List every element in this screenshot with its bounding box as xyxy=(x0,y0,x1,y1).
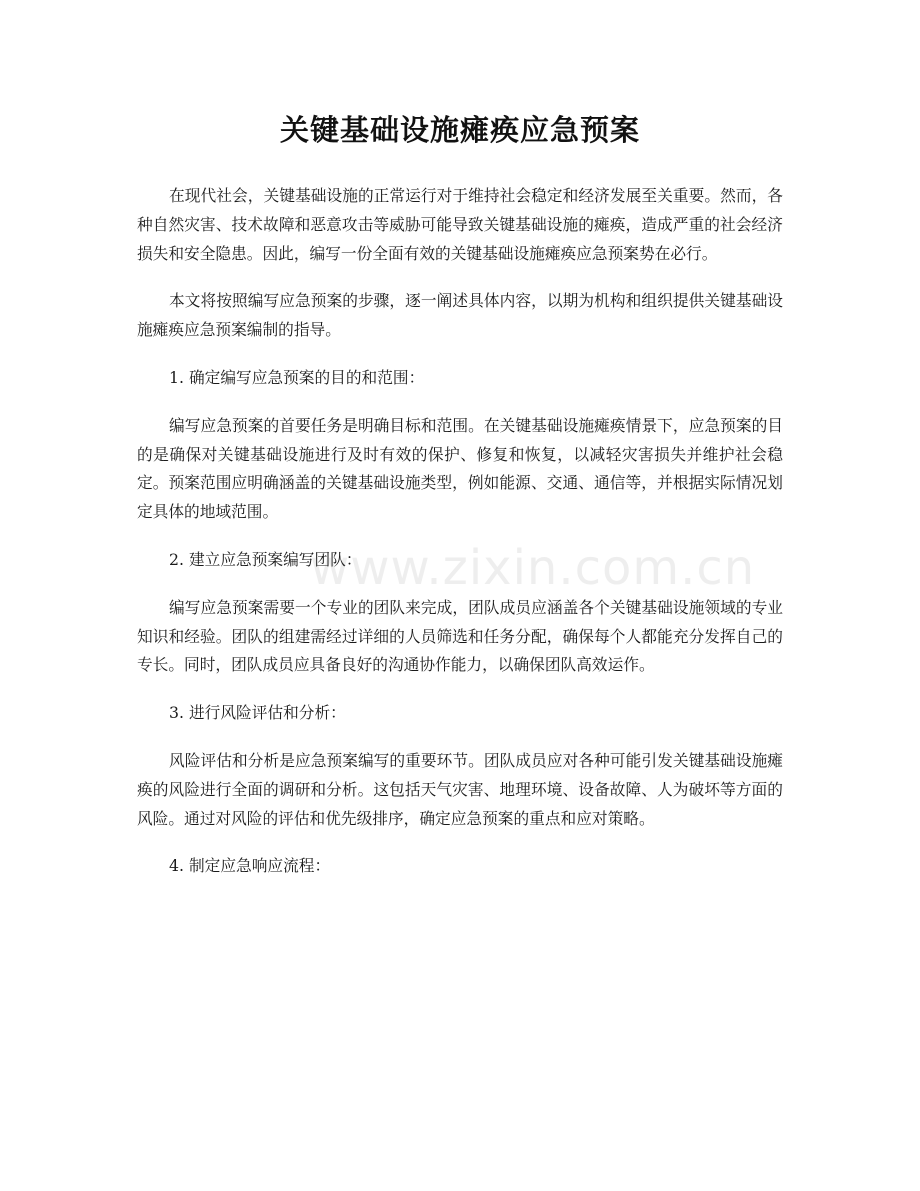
watermark-text: www.zixin.com.cn xyxy=(310,540,756,596)
section-heading-1: 1. 确定编写应急预案的目的和范围： xyxy=(169,367,425,387)
document-body xyxy=(137,182,783,881)
paragraph-intro: 在现代社会，关键基础设施的正常运行对于维持社会稳定和经济发展至关重要。然而，各种自然灾害、技术故障和恶意攻击等威胁可能导致关键基础设施的瘫痪，造成严重的社会经济损失和安全隐患。因此，编写一份全面有效的关键基础设施瘫痪应急预案势在必行。 xyxy=(137,186,783,263)
paragraph-section-2: 编写应急预案需要一个专业的团队来完成，团队成员应涵盖各个关键基础设施领域的专业知识和经验。团队的组建需经过详细的人员筛选和任务分配，确保每个人都能充分发挥自己的专长。同时，团队成员应具备良好的沟通协作能力，以确保团队高效运作。 xyxy=(137,597,783,675)
paragraph-section-3: 风险评估和分析是应急预案编写的重要环节。团队成员应对各种可能引发关键基础设施瘫痪的风险进行全面的调研和分析。这包括天气灾害、地理环境、设备故障、人为破坏等方面的风险。通过对风险的评估和优先级排序，确定应急预案的重点和应对策略。 xyxy=(137,750,783,828)
document-title: 关键基础设施瘫痪应急预案 xyxy=(279,113,640,147)
section-heading-2: 2. 建立应急预案编写团队： xyxy=(169,549,362,569)
section-heading-4: 4. 制定应急响应流程： xyxy=(169,856,331,876)
section-heading-3: 3. 进行风险评估和分析： xyxy=(169,703,346,723)
paragraph-purpose: 本文将按照编写应急预案的步骤，逐一阐述具体内容，以期为机构和组织提供关键基础设施瘫痪应急预案编制的指导。 xyxy=(137,291,783,340)
paragraph-section-1: 编写应急预案的首要任务是明确目标和范围。在关键基础设施瘫痪情景下，应急预案的目的是确保对关键基础设施进行及时有效的保护、修复和恢复，以减轻灾害损失并维护社会稳定。预案范围应明确涵盖的关键基础设施类型，例如能源、交通、通信等，并根据实际情况划定具体的地域范围。 xyxy=(137,415,783,522)
